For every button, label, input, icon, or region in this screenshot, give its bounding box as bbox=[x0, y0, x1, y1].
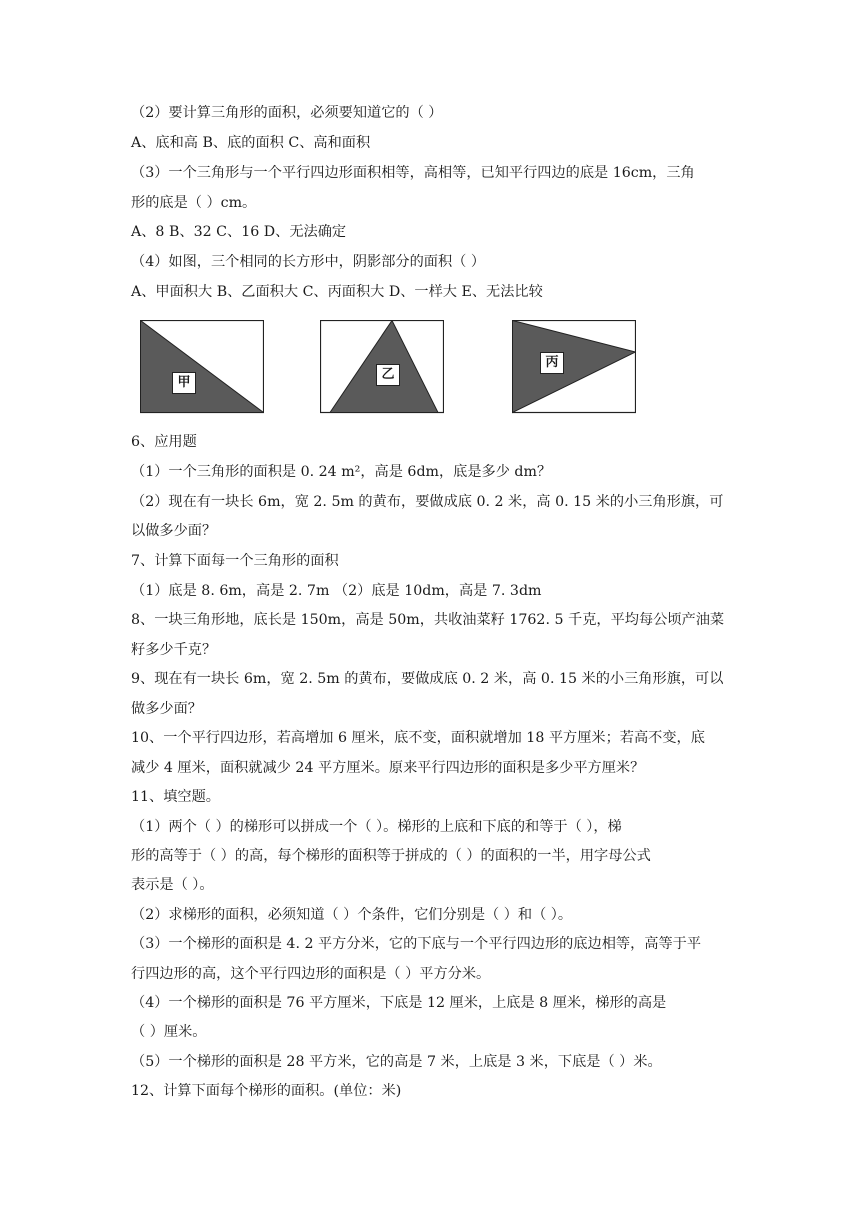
section-7-heading: 7、计算下面每一个三角形的面积 bbox=[131, 553, 339, 569]
section-8-line2: 籽多少千克？ bbox=[131, 642, 217, 658]
section-10-line1: 10、一个平行四边形，若高增加 6 厘米，底不变，面积就增加 18 平方厘米；若高不变，底 bbox=[131, 730, 705, 746]
label-jia: 甲 bbox=[172, 372, 196, 394]
section-11-q1-line1: （1）两个（ ）的梯形可以拼成一个（ ）。梯形的上底和下底的和等于（ ），梯 bbox=[131, 819, 622, 835]
figure-yi bbox=[320, 320, 444, 414]
section-11-q2: （2）求梯形的面积，必须知道（ ）个条件，它们分别是（ ）和（ ）。 bbox=[131, 907, 573, 923]
section-11-q1-line2: 形的高等于（ ）的高，每个梯形的面积等于拼成的（ ）的面积的一半，用字母公式 bbox=[131, 848, 651, 864]
label-bing: 丙 bbox=[540, 352, 564, 374]
question-3-options: A、8 B、32 C、16 D、无法确定 bbox=[131, 224, 347, 240]
section-11-q3-line2: 行四边形的高，这个平行四边形的面积是（ ）平方分米。 bbox=[131, 966, 491, 982]
section-10-line2: 减少 4 厘米，面积就减少 24 平方厘米。原来平行四边形的面积是多少平方厘米？ bbox=[131, 760, 645, 776]
section-11-q4-line2: （ ）厘米。 bbox=[131, 1024, 207, 1040]
question-2-stem: （2）要计算三角形的面积，必须要知道它的（ ） bbox=[131, 105, 443, 121]
question-4-options: A、甲面积大 B、乙面积大 C、丙面积大 D、一样大 E、无法比较 bbox=[131, 284, 543, 300]
section-11-q4-line1: （4）一个梯形的面积是 76 平方厘米，下底是 12 厘米，上底是 8 厘米，梯形的高是 bbox=[131, 995, 667, 1011]
figure-bing bbox=[512, 320, 636, 414]
section-6-heading: 6、应用题 bbox=[131, 434, 197, 450]
section-6-q2-line2: 以做多少面？ bbox=[131, 523, 217, 539]
question-3-stem-line1: （3）一个三角形与一个平行四边形面积相等，高相等，已知平行四边的底是 16cm，三角 bbox=[131, 165, 695, 181]
section-9-line2: 做多少面？ bbox=[131, 701, 202, 717]
section-6-q1: （1）一个三角形的面积是 0. 24 m²，高是 6dm，底是多少 dm？ bbox=[131, 464, 552, 480]
section-8-line1: 8、一块三角形地，底长是 150m，高是 50m，共收油菜籽 1762. 5 千克，平均每公顷产油菜 bbox=[131, 612, 725, 628]
question-3-stem-line2: 形的底是（ ）cm。 bbox=[131, 195, 257, 211]
question-4-stem: （4）如图，三个相同的长方形中，阴影部分的面积（ ） bbox=[131, 254, 486, 270]
section-11-heading: 11、填空题。 bbox=[131, 789, 220, 805]
section-6-q2-line1: （2）现在有一块长 6m，宽 2. 5m 的黄布，要做成底 0. 2 米，高 0. 15 米的小三角形旗，可 bbox=[131, 494, 724, 510]
question-2-options: A、底和高 B、底的面积 C、高和面积 bbox=[131, 135, 371, 151]
section-7-items: （1）底是 8. 6m，高是 2. 7m （2）底是 10dm，高是 7. 3dm bbox=[131, 583, 542, 599]
section-11-q1-line3: 表示是（ ）。 bbox=[131, 877, 214, 893]
section-11-q3-line1: （3）一个梯形的面积是 4. 2 平方分米，它的下底与一个平行四边形的底边相等，高等于平 bbox=[131, 936, 702, 952]
section-12-heading: 12、计算下面每个梯形的面积。(单位：米) bbox=[131, 1083, 402, 1099]
section-11-q5: （5）一个梯形的面积是 28 平方米，它的高是 7 米，上底是 3 米，下底是（ ）米。 bbox=[131, 1054, 662, 1070]
section-9-line1: 9、现在有一块长 6m，宽 2. 5m 的黄布，要做成底 0. 2 米，高 0. 15 米的小三角形旗，可以 bbox=[131, 671, 724, 687]
label-yi: 乙 bbox=[376, 364, 400, 386]
figure-jia bbox=[140, 320, 264, 414]
